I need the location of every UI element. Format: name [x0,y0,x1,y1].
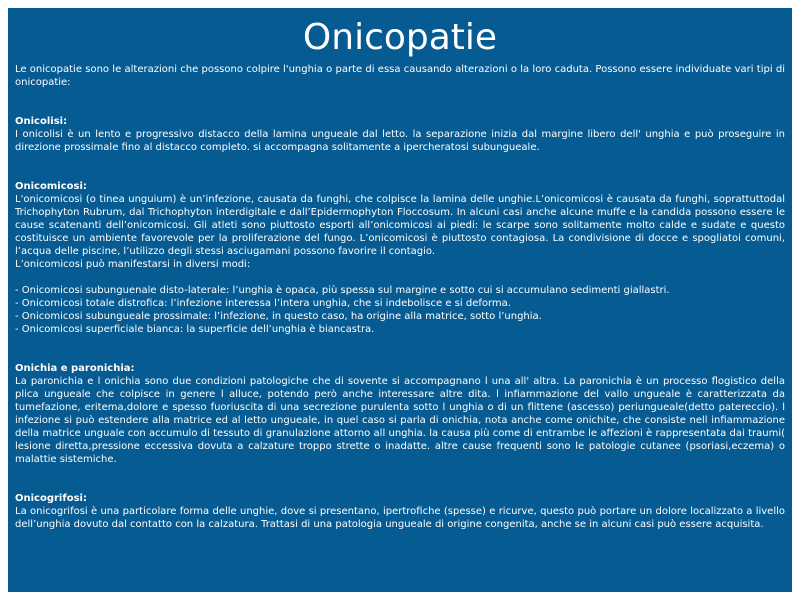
section-onicomicosi [15,180,785,336]
intro-paragraph: Le onicopatie sono le alterazioni che possono colpire l'unghia o parte di essa causando alterazioni o la loro caduta. Possono essere individuate vari tipi di onicopatie: [15,64,785,88]
symptom-list [15,284,785,336]
list-item: - Onicomicosi subungueale prossimale: l’infezione, in questo caso, ha origine alla matrice, sotto l’unghia. [15,311,542,322]
list-item: - Onicomicosi totale distrofica: l’infezione interessa l’intera unghia, che si indebolisce e si deforma. [15,298,511,309]
slide [8,8,792,592]
section-heading: Onicogrifosi: [15,493,87,504]
section-paragraph: I onicolisi è un lento e progressivo distacco della lamina ungueale dal letto. la separazione inizia dal margine libero dell' unghia e può proseguire in direzione prossimale fino al distacco completo. si accompagna solitamente a ipercheratosi subungueale. [15,129,785,153]
section-paragraph: La paronichia e l onichia sono due condizioni patologiche che di sovente si accompagnano l una all' altra. La paronichia è un processo flogistico della plica ungueale che colpisce in genere l alluce, potendo però anche interessare altre dita. l infiammazione del vallo ungueale è caratterizzata da tumefazione, eritema,dolore e spesso fuoriuscita di una secrezione purulenta sotto l unghia o di un flittene (ascesso) periungueale(detto patereccio). l infezione si può estendere alla matrice ed al letto ungueale, in quel caso si parla di onichia, nota anche come onichite, che consiste nell infiammazione della matrice unguale con accumulo di tessuto di granulazione attorno all unghia. la causa più come di entrambe le affezioni è rappresentata dai traumi( lesione diretta,pressione eccessiva dovuta a calzature troppo strette o inadatte. altre cause frequenti sono le patologie cutanee (psoriasi,eczema) o malattie sistemiche. [15,376,785,465]
section-heading: Onichia e paronichia: [15,363,135,374]
section-paragraph: L'onicomicosi (o tinea unguium) è un’infezione, causata da funghi, che colpisce la lamina delle unghie.L’onicomicosi è causata da funghi, soprattuttodal Trichophyton Rubrum, dal Trichophyton interdigitale e dall’Epidermophyton Floccosum. In alcuni casi anche alcune muffe e la candida possono essere le cause scatenanti dell’onicomicosi. Gli atleti sono piuttosto esporti all’onicomicosi ai piedi: le scarpe sono solitamente molto calde e sudate e questo costituisce un ambiente favorevole per la proliferazione del fungo. L’onicomicosi è piuttosto contagiosa. La condivisione di docce e spogliatoi comuni, l’acqua delle piscine, l’utilizzo degli stessi asciugamani possono favorire il contagio. [15,194,785,257]
section-paragraph: L’onicomicosi può manifestarsi in diversi modi: [15,259,251,270]
section-onichia-paronichia [15,362,785,466]
list-item: - Onicomicosi superficiale bianca: la superficie dell’unghia è biancastra. [15,324,375,335]
section-onicolisi [15,115,785,154]
section-heading: Onicomicosi: [15,181,87,192]
slide-body [15,63,785,557]
section-onicogrifosi [15,492,785,531]
page-title: Onicopatie [302,17,498,58]
section-heading: Onicolisi: [15,116,68,127]
section-paragraph: La onicogrifosi è una particolare forma delle unghie, dove si presentano, ipertrofiche (spesse) e ricurve, questo può portare un dolore localizzato a livello dell’unghia dovuto dal contatto con la calzatura. Trattasi di una patologia ungueale di origine congenita, anche se in alcuni casi può essere acquisita. [15,506,785,530]
spacer [15,271,785,284]
list-item: - Onicomicosi subunguenale disto-laterale: l’unghia è opaca, più spessa sul margine e sotto cui si accumulano sedimenti giallastri. [15,285,670,296]
